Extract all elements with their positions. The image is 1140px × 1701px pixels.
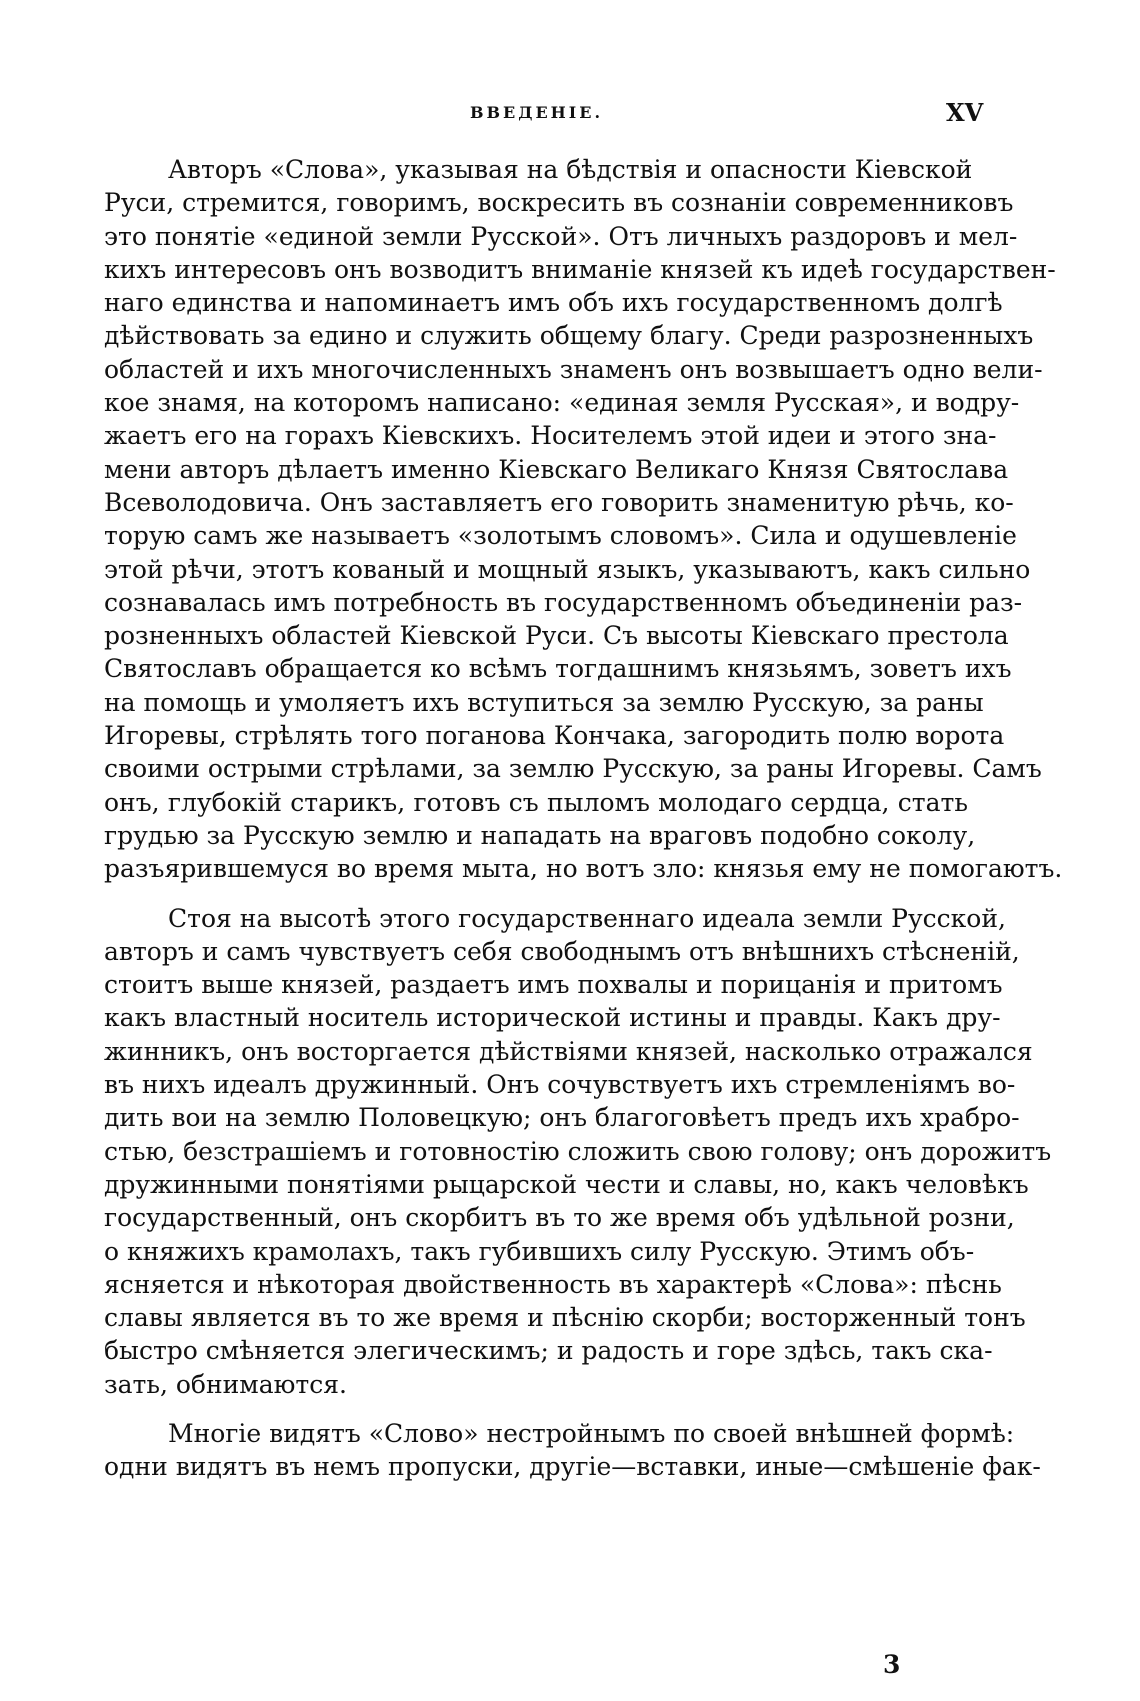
- text-line: стоитъ выше князей, раздаетъ имъ похвалы и порицанія и притомъ: [104, 970, 1003, 1000]
- text-line: кихъ интересовъ онъ возводитъ вниманіе князей къ идеѣ государствен-: [104, 254, 1056, 284]
- text-line: быстро смѣняется элегическимъ; и радость и горе здѣсь, такъ ска-: [104, 1336, 993, 1366]
- text-line: Многіе видятъ «Слово» нестройнымъ по своей внѣшней формѣ:: [168, 1418, 1015, 1448]
- text-line: разъярившемуся во время мыта, но вотъ зло: князья ему не помогаютъ.: [104, 854, 1063, 884]
- running-head: ВВЕДЕНІЕ.: [470, 103, 604, 122]
- text-line: Стоя на высотѣ этого государственнаго идеала земли Русской,: [168, 903, 1006, 933]
- text-line: торую самъ же называетъ «золотымъ словомъ». Сила и одушевленіе: [104, 521, 1017, 551]
- text-line: кое знамя, на которомъ написано: «единая земля Русская», и водру-: [104, 388, 1020, 418]
- text-line: дружинными понятіями рыцарской чести и славы, но, какъ человѣкъ: [104, 1169, 1029, 1199]
- text-line: Авторъ «Слова», указывая на бѣдствія и опасности Кіевской: [168, 155, 973, 184]
- text-line: зать, обнимаются.: [104, 1369, 347, 1399]
- text-line: жаетъ его на горахъ Кіевскихъ. Носителемъ этой идеи и этого зна-: [104, 421, 997, 451]
- text-line: наго единства и напоминаетъ имъ объ ихъ государственномъ долгѣ: [104, 288, 1003, 318]
- text-line: онъ, глубокій старикъ, готовъ съ пыломъ молодаго сердца, стать: [104, 787, 968, 817]
- text-line: авторъ и самъ чувствуетъ себя свободнымъ отъ внѣшнихъ стѣсненій,: [104, 936, 1020, 966]
- text-line: жинникъ, онъ восторгается дѣйствіями князей, насколько отражался: [104, 1036, 1033, 1066]
- text-line: этой рѣчи, этотъ кованый и мощный языкъ, указываютъ, какъ сильно: [104, 554, 1031, 584]
- text-line: это понятіе «единой земли Русской». Отъ личныхъ раздоровъ и мел-: [104, 221, 1018, 251]
- paragraph-3: [104, 1417, 1041, 1484]
- text-line: сознавалась имъ потребность въ государственномъ объединеніи раз-: [104, 587, 1023, 617]
- text-line: одни видятъ въ немъ пропуски, другіе—вставки, иные—смѣшеніе фак-: [104, 1452, 1041, 1482]
- text-line: Всеволодовича. Онъ заставляетъ его говорить знаменитую рѣчь, ко-: [104, 487, 1014, 517]
- text-line: Святославъ обращается ко всѣмъ тогдашнимъ князьямъ, зоветъ ихъ: [104, 654, 1012, 684]
- text-line: своими острыми стрѣлами, за землю Русскую, за раны Игоревы. Самъ: [104, 754, 1042, 784]
- text-line: дѣйствовать за едино и служить общему благу. Среди разрозненныхъ: [104, 321, 1034, 351]
- text-line: Игоревы, стрѣлять того поганова Кончака, загородить полю ворота: [104, 721, 1005, 751]
- text-line: розненныхъ областей Кіевской Руси. Съ высоты Кіевскаго престола: [104, 621, 1009, 651]
- text-line: дить вои на землю Половецкую; онъ благоговѣетъ предъ ихъ храбро-: [104, 1103, 1020, 1133]
- text-line: какъ властный носитель исторической истины и правды. Какъ дру-: [104, 1003, 1001, 1033]
- text-line: ясняется и нѣкоторая двойственность въ характерѣ «Слова»: пѣснь: [104, 1269, 1002, 1299]
- text-line: государственный, онъ скорбитъ въ то же время объ удѣльной розни,: [104, 1203, 1015, 1233]
- text-line: стью, безстрашіемъ и готовностію сложить свою голову; онъ дорожитъ: [104, 1136, 1052, 1166]
- paragraph-1: [104, 153, 1063, 886]
- text-line: въ нихъ идеалъ дружинный. Онъ сочувствуетъ ихъ стремленіямъ во-: [104, 1070, 1016, 1100]
- paragraph-gap: [104, 886, 968, 902]
- text-line: грудью за Русскую землю и нападать на враговъ подобно соколу,: [104, 820, 976, 850]
- paragraph-2: [104, 902, 1052, 1401]
- paragraph-gap: [104, 1401, 968, 1417]
- page-number: XV: [946, 98, 984, 127]
- text-line: областей и ихъ многочисленныхъ знаменъ онъ возвышаетъ одно вели-: [104, 354, 1043, 384]
- text-line: о княжихъ крамолахъ, такъ губившихъ силу Русскую. Этимъ объ-: [104, 1236, 975, 1266]
- text-line: мени авторъ дѣлаетъ именно Кіевскаго Великаго Князя Святослава: [104, 454, 1009, 484]
- text-line: на помощь и умоляетъ ихъ вступиться за землю Русскую, за раны: [104, 687, 984, 717]
- body-text: [104, 153, 1063, 1484]
- text-line: Руси, стремится, говоримъ, воскресить въ сознаніи современниковъ: [104, 188, 1014, 218]
- signature-mark: 3: [883, 1650, 901, 1679]
- text-line: славы является въ то же время и пѣснію скорби; восторженный тонъ: [104, 1303, 1026, 1333]
